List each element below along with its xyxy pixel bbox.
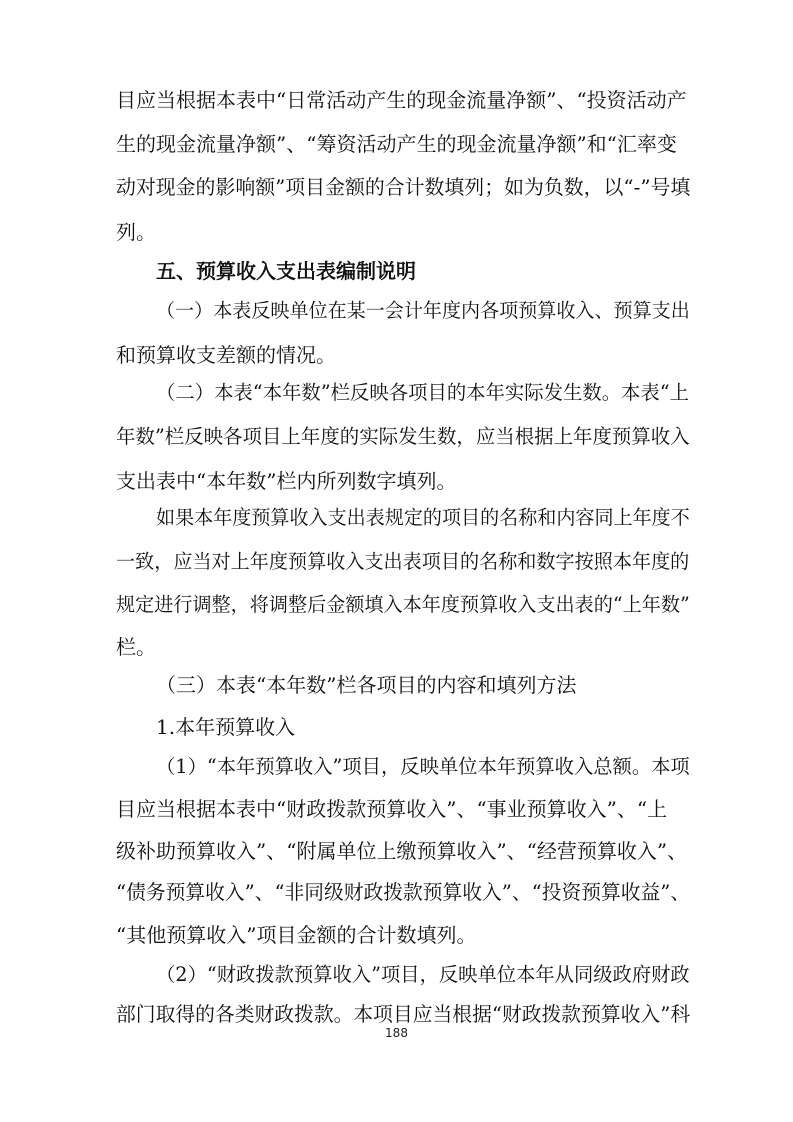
- text-line: 级补助预算收入”、“附属单位上缴预算收入”、“经营预算收入”、: [116, 839, 688, 863]
- text-line: 动对现金的影响额”项目金额的合计数填列；如为负数，以“-”号填: [116, 176, 691, 199]
- text-line: （1）“本年预算收入”项目，反映单位本年预算收入总额。本项: [156, 755, 690, 778]
- text-line: （二）本表“本年数”栏反映各项目的本年实际发生数。本表“上: [156, 381, 690, 404]
- text-line: 目应当根据本表中“日常活动产生的现金流量净额”、“投资活动产: [116, 88, 687, 112]
- subsection-heading: （三）本表“本年数”栏各项目的内容和填列方法: [156, 673, 577, 697]
- text-line: 目应当根据本表中“财政拨款预算收入”、“事业预算收入”、“上: [116, 797, 668, 821]
- page-number: 188: [385, 1026, 408, 1040]
- text-line: 规定进行调整，将调整后金额填入本年度预算收入支出表的“上年数”: [116, 593, 690, 616]
- text-line: 列。: [116, 220, 156, 244]
- text-line: “债务预算收入”、“非同级财政拨款预算收入”、“投资预算收益”、: [116, 881, 691, 904]
- text-line: （一）本表反映单位在某一会计年度内各项预算收入、预算支出: [156, 300, 690, 322]
- item-heading: 1.本年预算收入: [156, 715, 296, 739]
- text-line: 和预算收支差额的情况。: [116, 343, 336, 367]
- text-line: 支出表中“本年数”栏内所列数字填列。: [116, 469, 457, 493]
- text-line: 如果本年度预算收入支出表规定的项目的名称和内容同上年度不: [156, 507, 690, 529]
- text-line: “其他预算收入”项目金额的合计数填列。: [116, 923, 477, 947]
- section-heading: 五、预算收入支出表编制说明: [156, 259, 416, 283]
- text-line: （2）“财政拨款预算收入”项目，反映单位本年从同级政府财政: [156, 963, 690, 986]
- text-line: 生的现金流量净额”、“筹资活动产生的现金流量净额”和“汇率变: [116, 132, 677, 156]
- text-line: 栏。: [116, 635, 156, 659]
- text-line: 部门取得的各类财政拨款。本项目应当根据“财政拨款预算收入”科: [116, 1003, 691, 1026]
- text-line: 一致，应当对上年度预算收入支出表项目的名称和数字按照本年度的: [116, 550, 690, 573]
- text-line: 年数”栏反映各项目上年度的实际发生数，应当根据上年度预算收入: [116, 425, 690, 448]
